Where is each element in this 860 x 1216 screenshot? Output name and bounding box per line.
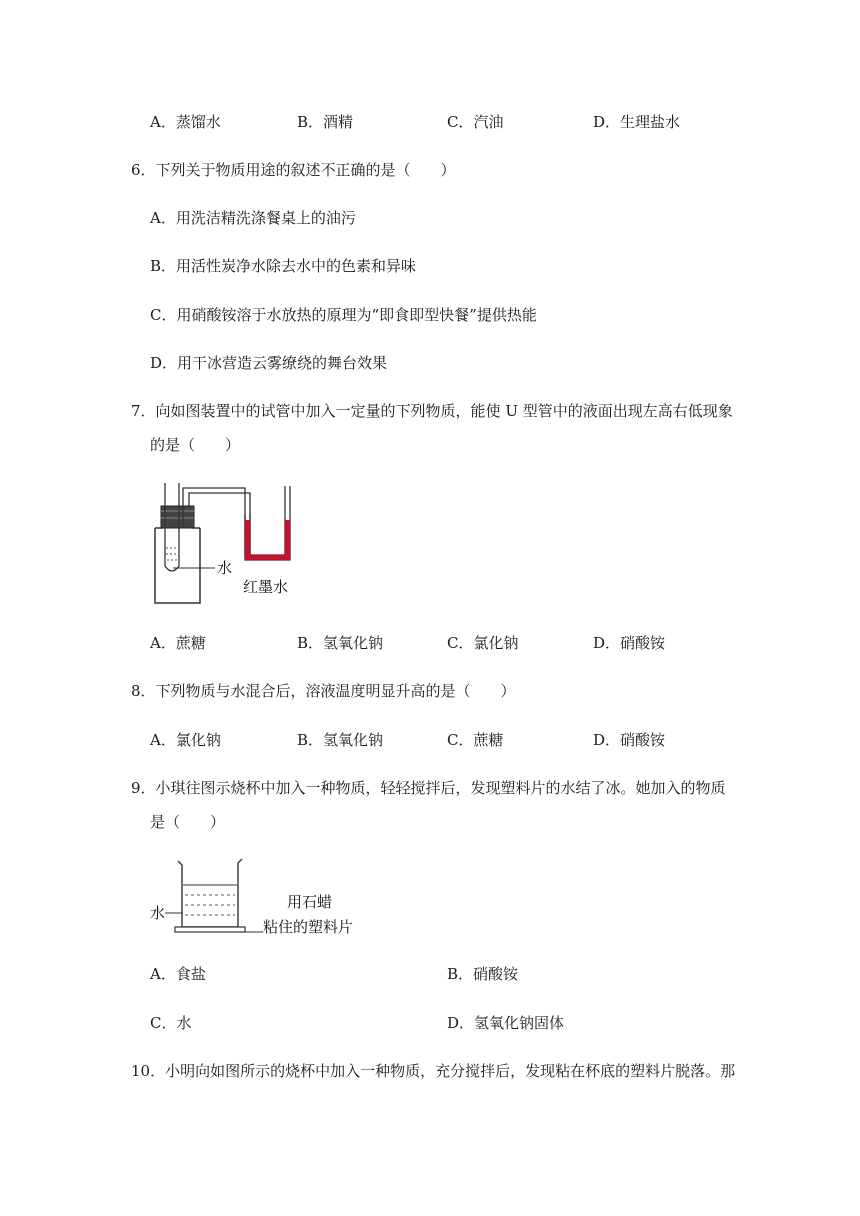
q7-option-d: D．硝酸铵 xyxy=(593,634,666,652)
q9-stem-line1: 9．小琪往图示烧杯中加入一种物质，轻轻搅拌后，发现塑料片的水结了冰。她加入的物质 xyxy=(131,779,726,797)
u-tube xyxy=(245,486,290,560)
q8-stem: 8．下列物质与水混合后，溶液温度明显升高的是（ ） xyxy=(131,682,516,700)
q8-option-a: A．氯化钠 xyxy=(150,731,221,749)
q7-label-water: 水 xyxy=(217,559,233,577)
q10-stem-line1: 10．小明向如图所示的烧杯中加入一种物质，充分搅拌后，发现粘在杯底的塑料片脱落。那 xyxy=(131,1062,736,1080)
plastic-plate xyxy=(175,927,245,932)
q9-option-b: B．硝酸铵 xyxy=(447,965,519,983)
q6-option-c: C．用硝酸铵溶于水放热的原理为“即食即型快餐”提供热能 xyxy=(150,306,537,324)
red-ink-liquid xyxy=(245,520,290,560)
q7-stem-line1: 7．向如图装置中的试管中加入一定量的下列物质，能使 U 型管中的液面出现左高右低现象 xyxy=(131,402,733,420)
q9-label-wax-line2: 粘住的塑料片 xyxy=(263,918,354,936)
q8-option-d: D．硝酸铵 xyxy=(593,731,666,749)
water-surface-dashes xyxy=(185,895,235,915)
q6-option-b: B．用活性炭净水除去水中的色素和异味 xyxy=(150,257,417,275)
q6-stem: 6．下列关于物质用途的叙述不正确的是（ ） xyxy=(131,161,456,179)
q7-stem-line2: 的是（ ） xyxy=(150,436,241,454)
q7-option-b: B．氢氧化钠 xyxy=(297,634,384,652)
q9-option-c: C．水 xyxy=(150,1014,192,1032)
q6-option-d: D．用干冰营造云雾缭绕的舞台效果 xyxy=(150,354,388,372)
rubber-stopper xyxy=(161,506,194,528)
q6-option-a: A．用洗洁精洗涤餐桌上的油污 xyxy=(150,209,356,227)
q7-option-a: A．蔗糖 xyxy=(150,634,206,652)
q8-option-c: C．蔗糖 xyxy=(447,731,504,749)
beaker xyxy=(178,859,242,927)
q5-option-b: B．酒精 xyxy=(297,113,354,131)
q5-option-a: A．蒸馏水 xyxy=(150,113,221,131)
q5-option-d: D．生理盐水 xyxy=(593,113,681,131)
q9-stem-line2: 是（ ） xyxy=(150,813,226,831)
q8-option-b: B．氢氧化钠 xyxy=(297,731,384,749)
q5-option-c: C．汽油 xyxy=(447,113,504,131)
q9-option-a: A．食盐 xyxy=(150,965,206,983)
q9-option-d: D．氢氧化钠固体 xyxy=(447,1014,565,1032)
q7-option-c: C．氯化钠 xyxy=(447,634,519,652)
q7-label-red-ink: 红墨水 xyxy=(243,578,289,596)
q7-apparatus-figure xyxy=(145,478,305,608)
bottle-outline xyxy=(155,528,200,603)
q9-label-water: 水 xyxy=(150,904,166,922)
q9-beaker-figure xyxy=(145,855,375,940)
q9-label-wax-line1: 用石蜡 xyxy=(287,893,333,911)
